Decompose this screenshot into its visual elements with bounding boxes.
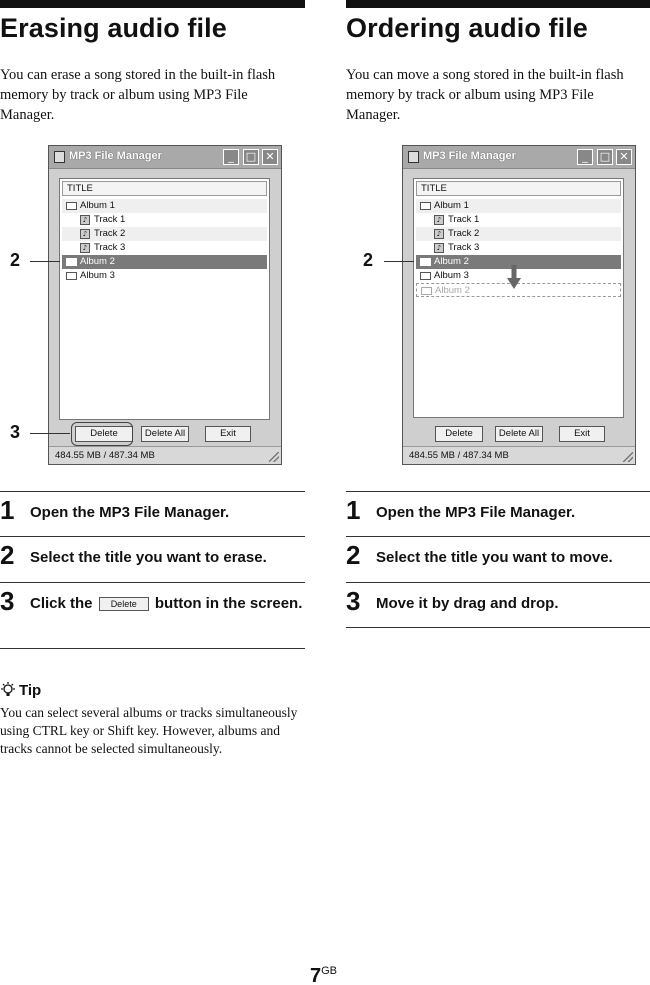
music-note-icon: ♪	[80, 243, 90, 253]
list-item[interactable]	[416, 241, 621, 255]
delete-button[interactable]: Delete	[75, 426, 133, 442]
minimize-icon[interactable]: _	[223, 149, 239, 165]
step-item	[346, 582, 650, 627]
row-label: Track 2	[448, 228, 480, 239]
step-text: Open the MP3 File Manager.	[376, 504, 576, 521]
list-item-selected[interactable]	[62, 255, 267, 269]
row-label: Track 2	[94, 228, 126, 239]
app-icon	[408, 151, 419, 163]
step-number: 1	[346, 495, 361, 525]
row-label: Track 1	[94, 214, 126, 225]
step-number: 2	[346, 540, 361, 570]
folder-icon	[420, 272, 431, 280]
list-item[interactable]	[416, 199, 621, 213]
row-label: Track 3	[448, 242, 480, 253]
lightbulb-icon	[0, 682, 16, 698]
step-item	[346, 536, 650, 582]
folder-icon	[66, 258, 77, 266]
delete-all-button[interactable]: Delete All	[141, 426, 189, 442]
callout-line	[30, 261, 60, 262]
callout-number: 3	[10, 422, 21, 442]
step-text	[0, 583, 305, 614]
row-label: Album 1	[434, 200, 469, 211]
steps-end-rule	[346, 627, 650, 628]
music-note-icon: ♪	[80, 215, 90, 225]
delete-button-highlight	[71, 422, 133, 446]
close-icon[interactable]: ✕	[262, 149, 278, 165]
section-heading: Erasing audio file	[0, 13, 227, 43]
step-text: Select the title you want to erase.	[30, 549, 267, 566]
drag-arrow-icon	[507, 265, 521, 291]
right-steps	[346, 491, 650, 628]
status-bar	[49, 446, 281, 464]
list-item[interactable]	[62, 199, 267, 213]
step-text: Select the title you want to move.	[376, 549, 613, 566]
resize-grip-icon[interactable]	[623, 452, 633, 462]
heading-rule	[0, 0, 305, 8]
callout-line	[384, 261, 414, 262]
step-text-part: button in the screen.	[154, 595, 303, 612]
title-column-header[interactable]: TITLE	[416, 181, 621, 196]
step-number: 3	[346, 586, 361, 616]
status-bar	[403, 446, 635, 464]
step-number: 2	[0, 540, 15, 570]
title-column-header[interactable]: TITLE	[62, 181, 267, 196]
page-number-suffix: GB	[321, 965, 338, 977]
callout-line	[30, 433, 70, 434]
storage-status: 484.55 MB / 487.34 MB	[55, 450, 155, 461]
folder-icon	[421, 287, 432, 295]
mp3-file-manager-window	[48, 145, 282, 465]
left-column	[0, 0, 305, 125]
mp3-file-manager-window	[402, 145, 636, 465]
step-item	[0, 491, 305, 536]
exit-button[interactable]: Exit	[205, 426, 251, 442]
list-item[interactable]	[416, 227, 621, 241]
step-item	[0, 582, 305, 648]
right-column	[346, 0, 650, 125]
music-note-icon: ♪	[434, 215, 444, 225]
app-icon	[54, 151, 65, 163]
delete-button-inline: Delete	[99, 597, 149, 611]
list-item[interactable]	[62, 227, 267, 241]
row-label: Album 2	[434, 256, 469, 267]
window-titlebar[interactable]	[49, 146, 281, 169]
folder-icon	[66, 272, 77, 280]
row-label: Album 3	[434, 270, 469, 281]
window-title: MP3 File Manager	[69, 150, 162, 162]
left-steps	[0, 491, 305, 649]
folder-icon	[420, 202, 431, 210]
window-title: MP3 File Manager	[423, 150, 516, 162]
minimize-icon[interactable]: _	[577, 149, 593, 165]
step-number: 1	[0, 495, 15, 525]
resize-grip-icon[interactable]	[269, 452, 279, 462]
music-note-icon: ♪	[434, 243, 444, 253]
list-item[interactable]	[62, 269, 267, 283]
step-item	[346, 491, 650, 536]
step-item	[0, 536, 305, 582]
tip-body: You can select several albums or tracks simultaneously using CTRL key or Shift key. However, albums and tracks cannot be selected simultaneously.	[0, 705, 298, 756]
callout-number: 2	[10, 250, 21, 270]
step-text: Open the MP3 File Manager.	[30, 504, 230, 521]
steps-end-rule	[0, 648, 305, 649]
callout-number: 2	[363, 250, 374, 270]
music-note-icon: ♪	[80, 229, 90, 239]
intro-text: You can move a song stored in the built-in flash memory by track or album using MP3 File Manager.	[346, 67, 624, 123]
list-item[interactable]	[62, 213, 267, 227]
list-item[interactable]	[416, 213, 621, 227]
list-item[interactable]	[62, 241, 267, 255]
tip-heading	[0, 682, 300, 700]
storage-status: 484.55 MB / 487.34 MB	[409, 450, 509, 461]
page-number	[310, 965, 337, 985]
row-label: Album 3	[80, 270, 115, 281]
tip-box	[0, 682, 300, 758]
window-titlebar[interactable]	[403, 146, 635, 169]
music-note-icon: ♪	[434, 229, 444, 239]
folder-icon	[66, 202, 77, 210]
title-list[interactable]	[59, 178, 270, 420]
delete-button[interactable]: Delete	[435, 426, 483, 442]
row-label: Track 3	[94, 242, 126, 253]
intro-text: You can erase a song stored in the built-in flash memory by track or album using MP3 File Manager.	[0, 67, 276, 123]
row-label: Track 1	[448, 214, 480, 225]
page-number-value: 7	[310, 965, 322, 985]
maximize-icon[interactable]: □	[243, 149, 259, 165]
title-list[interactable]	[413, 178, 624, 418]
row-label: Album 1	[80, 200, 115, 211]
delete-all-button[interactable]: Delete All	[495, 426, 543, 442]
tip-heading-label: Tip	[19, 682, 42, 699]
exit-button[interactable]: Exit	[559, 426, 605, 442]
folder-icon	[420, 258, 431, 266]
row-label: Album 2	[435, 285, 470, 296]
step-text-part: Click the	[30, 595, 93, 612]
maximize-icon[interactable]: □	[597, 149, 613, 165]
step-text: Move it by drag and drop.	[376, 595, 559, 612]
close-icon[interactable]: ✕	[616, 149, 632, 165]
heading-rule	[346, 0, 650, 8]
section-heading: Ordering audio file	[346, 13, 588, 43]
row-label: Album 2	[80, 256, 115, 267]
step-number: 3	[0, 586, 15, 616]
